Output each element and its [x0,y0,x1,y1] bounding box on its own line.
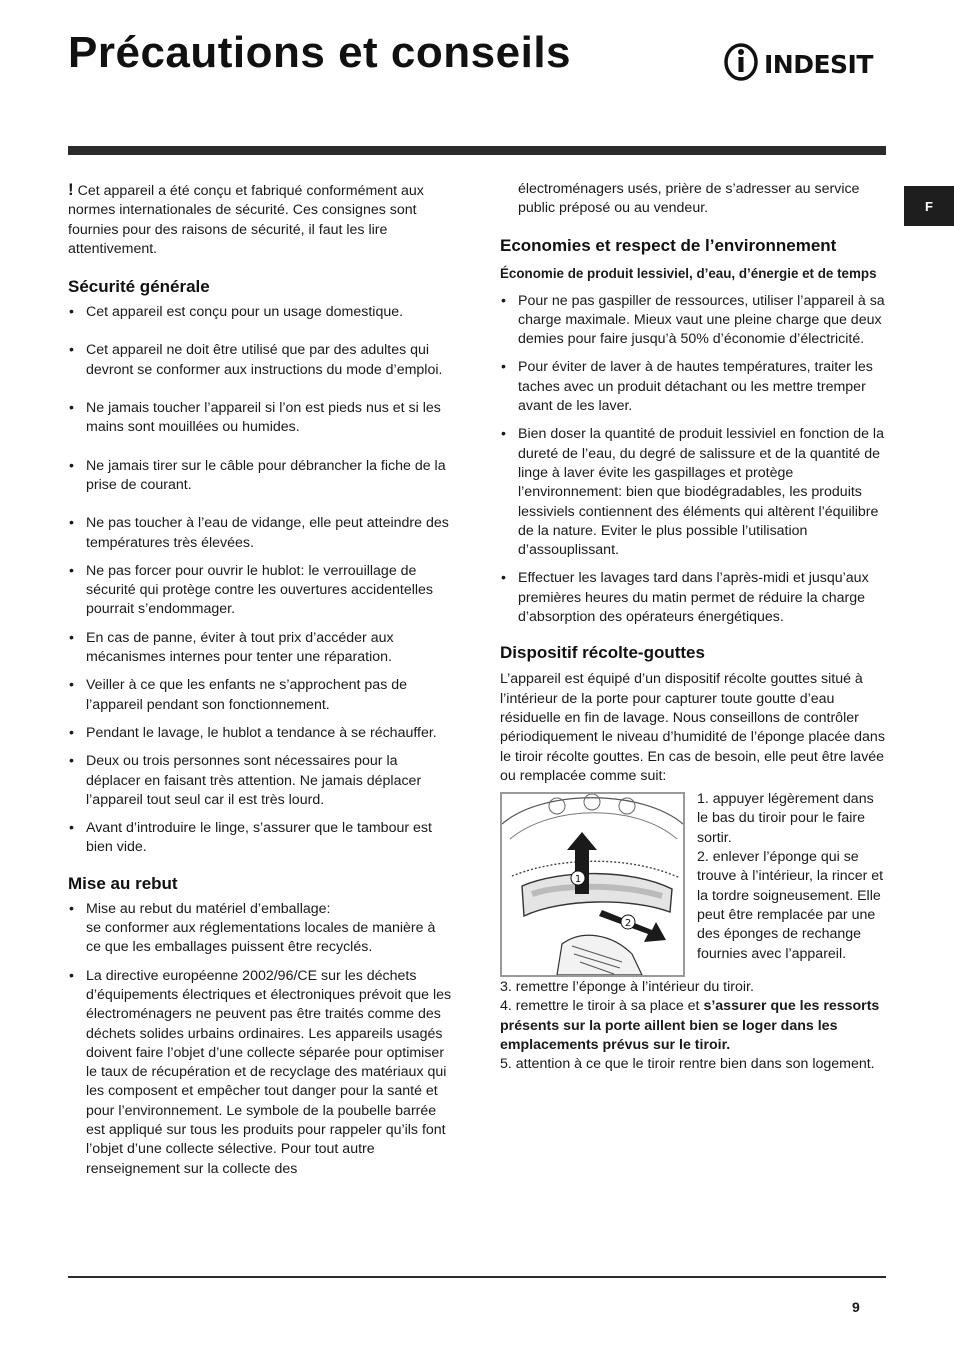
list-item: • Ne pas toucher à l’eau de vidange, elle peut atteindre des températures très élevées. [68,514,454,553]
step-1: 1. appuyer légèrement dans le bas du tiroir pour le faire sortir. [697,791,874,846]
page-title: Précautions et conseils [68,28,572,77]
list-item: • Veiller à ce que les enfants ne s’approchent pas de l’appareil pendant son fonctionnement. [68,676,454,715]
list-item: • Ne jamais tirer sur le câble pour débrancher la fiche de la prise de courant. [68,457,454,496]
list-item: • Ne jamais toucher l’appareil si l’on est pieds nus et si les mains sont mouillées ou humides. [68,399,454,438]
figure-label-2: 2 [624,918,632,930]
figure-steps [697,790,887,964]
dispositif-paragraph: L’appareil est équipé d’un dispositif récolte gouttes situé à l’intérieur de la porte pour capturer toute goutte d’eau résiduelle en fin de lavage. Nous conseillons de contrôler périodiquement le niveau d’humidité de l’éponge placée dans le tiroir récolte gouttes. En cas de besoin, elle peut être lavée ou remplacée comme suit: [500,671,885,784]
heading-dispositif: Dispositif récolte-gouttes [500,643,705,663]
footer-rule [68,1276,886,1278]
list-item: • Cet appareil est conçu pour un usage domestique. [68,303,454,322]
list-item [68,900,454,958]
left-column [68,180,454,1179]
list-item: • Effectuer les lavages tard dans l’après-midi et jusqu’aux premières heures du matin permet de réduire la charge d’absorption des opérateurs énergétiques. [500,569,886,627]
list-item: • Pour éviter de laver à de hautes températures, traiter les taches avec un produit détachant ou les mettre tremper avant de les laver. [500,358,886,416]
brand-name: INDESIT [764,50,873,79]
figure-label-1: 1 [574,874,582,886]
warning-icon: ! [68,180,74,199]
list-item: • Pour ne pas gaspiller de ressources, utiliser l’appareil à sa charge maximale. Mieux vaut une pleine charge que deux demies pour faire jusqu’à 50% d’économie d’électricité. [500,292,886,350]
list-item: • Pendant le lavage, le hublot a tendance à se réchauffer. [68,724,454,743]
page-number: 9 [852,1299,860,1315]
drip-tray-illustration [500,792,685,977]
rebut-list [68,900,454,1179]
list-item: • Ne pas forcer pour ouvrir le hublot: le verrouillage de sécurité qui protège contre les ouvertures accidentelles pourrait s’endommager. [68,562,454,620]
subheading-economies: Économie de produit lessiviel, d’eau, d’énergie et de temps [500,265,877,281]
list-item: • Bien doser la quantité de produit lessiviel en fonction de la dureté de l’eau, du degré de salissure et de la quantité de linge à laver évite les gaspillages et protège l’environnement: bien que biodégradables, les produits lessiviels contiennent des éléments qui altèrent l’équilibre de la nature. Eviter le plus possible l’utilisation d’assouplissant. [500,425,886,560]
step-5: 5. attention à ce que le tiroir rentre bien dans son logement. [500,1056,875,1073]
intro-text: Cet appareil a été conçu et fabriqué conformément aux normes internationales de sécurité. Ces consignes sont fournies pour des raisons de sécurité, il faut les lire attentivement. [68,183,424,257]
language-tab: F [904,186,954,226]
right-column [500,180,886,1075]
heading-securite: Sécurité générale [68,277,210,297]
rebut-item-line: se conformer aux réglementations locales de manière à ce que les emballages puissent être recyclés. [86,920,436,956]
list-item: • Deux ou trois personnes sont nécessaires pour la déplacer en faisant très attention. Ne jamais déplacer l’appareil tout seul car il est très lourd. [68,752,454,810]
intro-paragraph [68,180,454,259]
rebut-item-line: Mise au rebut du matériel d’emballage: [86,900,331,917]
step-3: 3. remettre l’éponge à l’intérieur du tiroir. [500,979,754,996]
header-rule [68,146,886,155]
list-item: • En cas de panne, éviter à tout prix d’accéder aux mécanismes internes pour tenter une réparation. [68,629,454,668]
heading-rebut: Mise au rebut [68,873,178,893]
list-item: • La directive européenne 2002/96/CE sur les déchets d’équipements électriques et électroniques prévoit que les électroménagers ne peuvent pas être traités comme des déchets solides urbains ordinaires. Les appareils usagés doivent faire l’objet d’une collecte séparée pour optimiser le taux de récupération et de recyclage des matériaux qui les composent et empêcher tout danger pour la santé et pour l’environnement. Le symbole de la poubelle barrée est appliqué sur tous les produits pour rappeler qu’ils font l’objet d’une collecte sélective. Pour tout autre renseignement sur la collecte des [68,967,454,1179]
indesit-logo [724,42,886,82]
list-item: • Avant d’introduire le linge, s’assurer que le tambour est bien vide. [68,819,454,858]
brand-logo-graphic [724,42,886,82]
step-4 [500,997,886,1055]
drip-tray-drawing [502,794,683,975]
economies-list [500,292,886,628]
step-4-emphasis: s’assurer que les ressorts présents sur la porte aillent bien se loger dans les emplacements prévus sur le tiroir. [500,998,880,1054]
heading-economies: Economies et respect de l’environnement [500,235,837,255]
figure-block [500,792,886,978]
rebut-continued: électroménagers usés, prière de s’adresser au service public préposé ou au vendeur. [518,181,860,217]
securite-list [68,303,454,858]
step-2: 2. enlever l’éponge qui se trouve à l’intérieur, la rincer et la tordre soigneusement. Elle peut être remplacée par une des éponges de rechange fournies avec l’appareil. [697,849,884,962]
list-item: • Cet appareil ne doit être utilisé que par des adultes qui devront se conformer aux instructions du mode d’emploi. [68,341,454,380]
step-4-text: 4. remettre le tiroir à sa place et [500,998,700,1015]
